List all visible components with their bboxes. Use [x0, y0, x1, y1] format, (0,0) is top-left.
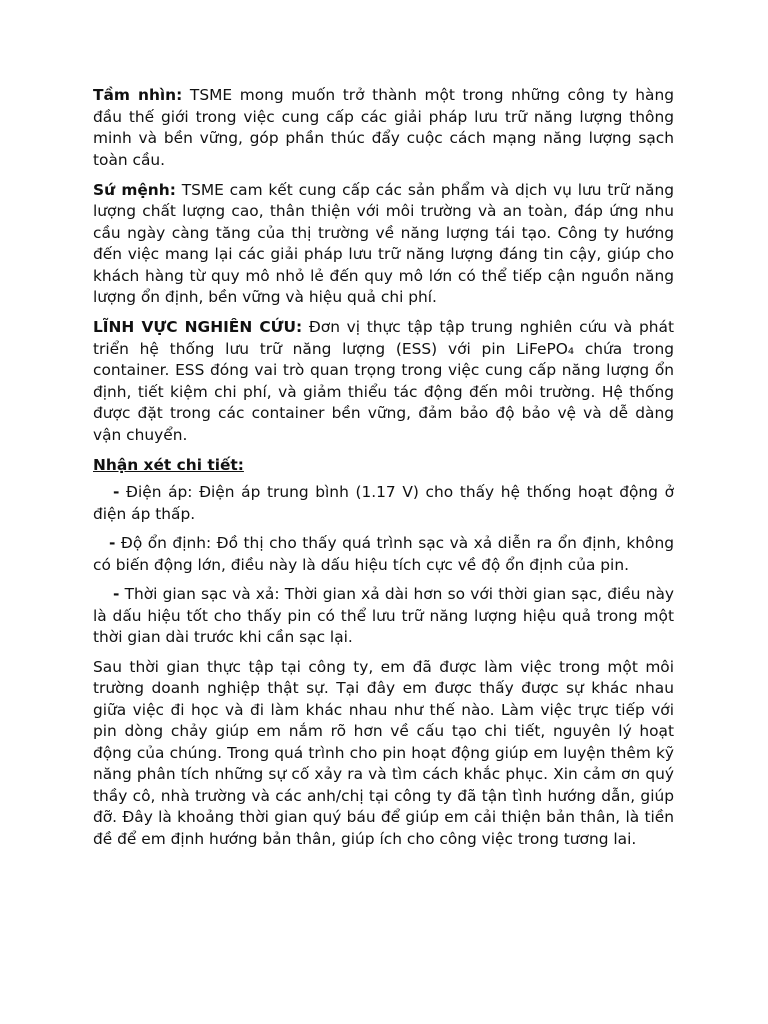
- mission-text: TSME cam kết cung cấp các sản phẩm và dịch vụ lưu trữ năng lượng chất lượng cao, thân thiện với môi trường và an toàn, đáp ứng nhu cầu ngày càng tăng của thị trường về năng lượng tái tạo. Công ty hướng đến việc mang lại các giải pháp lưu trữ năng lượng đáng tin cậy, giúp cho khách hàng từ quy mô nhỏ lẻ đến quy mô lớn có thể tiếp cận nguồn năng lượng ổn định, bền vững và hiệu quả chi phí.: [93, 180, 674, 306]
- research-paragraph: [93, 317, 674, 446]
- review-bullet-stability: [93, 533, 674, 576]
- vision-paragraph: [93, 85, 674, 171]
- conclusion-paragraph: Sau thời gian thực tập tại công ty, em đã được làm việc trong một môi trường doanh nghiệp thật sự. Tại đây em được thấy được sự khác nhau giữa việc đi học và đi làm khác nhau như thế nào. Làm việc trực tiếp với pin dòng chảy giúp em nắm rõ hơn về cấu tạo chi tiết, nguyên lý hoạt động của chúng. Trong quá trình cho pin hoạt động giúp em luyện thêm kỹ năng phân tích những sự cố xảy ra và tìm cách khắc phục. Xin cảm ơn quý thầy cô, nhà trường và các anh/chị tại công ty đã tận tình hướng dẫn, giúp đỡ. Đây là khoảng thời gian quý báu để giúp em cải thiện bản thân, là tiền đề để em định hướng bản thân, giúp ích cho công việc trong tương lai.: [93, 657, 674, 848]
- vision-label: Tầm nhìn:: [93, 86, 183, 104]
- bullet-dash: -: [113, 585, 120, 603]
- bullet-text: Độ ổn định: Đồ thị cho thấy quá trình sạc và xả diễn ra ổn định, không có biến động lớn, điều này là dấu hiệu tích cực về độ ổn định của pin.: [93, 534, 674, 574]
- mission-label: Sứ mệnh:: [93, 180, 176, 199]
- document-body: [93, 85, 674, 859]
- review-heading: Nhận xét chi tiết:: [93, 455, 244, 474]
- mission-paragraph: [93, 180, 674, 309]
- vision-text: TSME mong muốn trở thành một trong những công ty hàng đầu thế giới trong việc cung cấp các giải pháp lưu trữ năng lượng thông minh và bền vững, góp phần thúc đẩy cuộc cách mạng năng lượng sạch toàn cầu.: [93, 86, 674, 169]
- bullet-dash: -: [109, 534, 116, 552]
- bullet-dash: -: [113, 483, 120, 501]
- review-bullet-charge-time: [93, 584, 674, 649]
- bullet-text: Điện áp: Điện áp trung bình (1.17 V) cho thấy hệ thống hoạt động ở điện áp thấp.: [93, 483, 674, 523]
- research-text: Đơn vị thực tập tập trung nghiên cứu và phát triển hệ thống lưu trữ năng lượng (ESS) với pin LiFePO₄ chứa trong container. ESS đóng vai trò quan trọng trong việc cung cấp năng lượng ổn định, tiết kiệm chi phí, và giảm thiểu tác động đến môi trường. Hệ thống được đặt trong các container bền vững, đảm bảo độ bảo vệ và dễ dàng vận chuyển.: [93, 318, 674, 444]
- bullet-text: Thời gian sạc và xả: Thời gian xả dài hơn so với thời gian sạc, điều này là dấu hiệu tốt cho thấy pin có thể lưu trữ năng lượng hiệu quả trong một thời gian dài trước khi cần sạc lại.: [93, 585, 674, 646]
- research-label: LĨNH VỰC NGHIÊN CỨU:: [93, 318, 303, 336]
- review-bullet-voltage: [93, 482, 674, 525]
